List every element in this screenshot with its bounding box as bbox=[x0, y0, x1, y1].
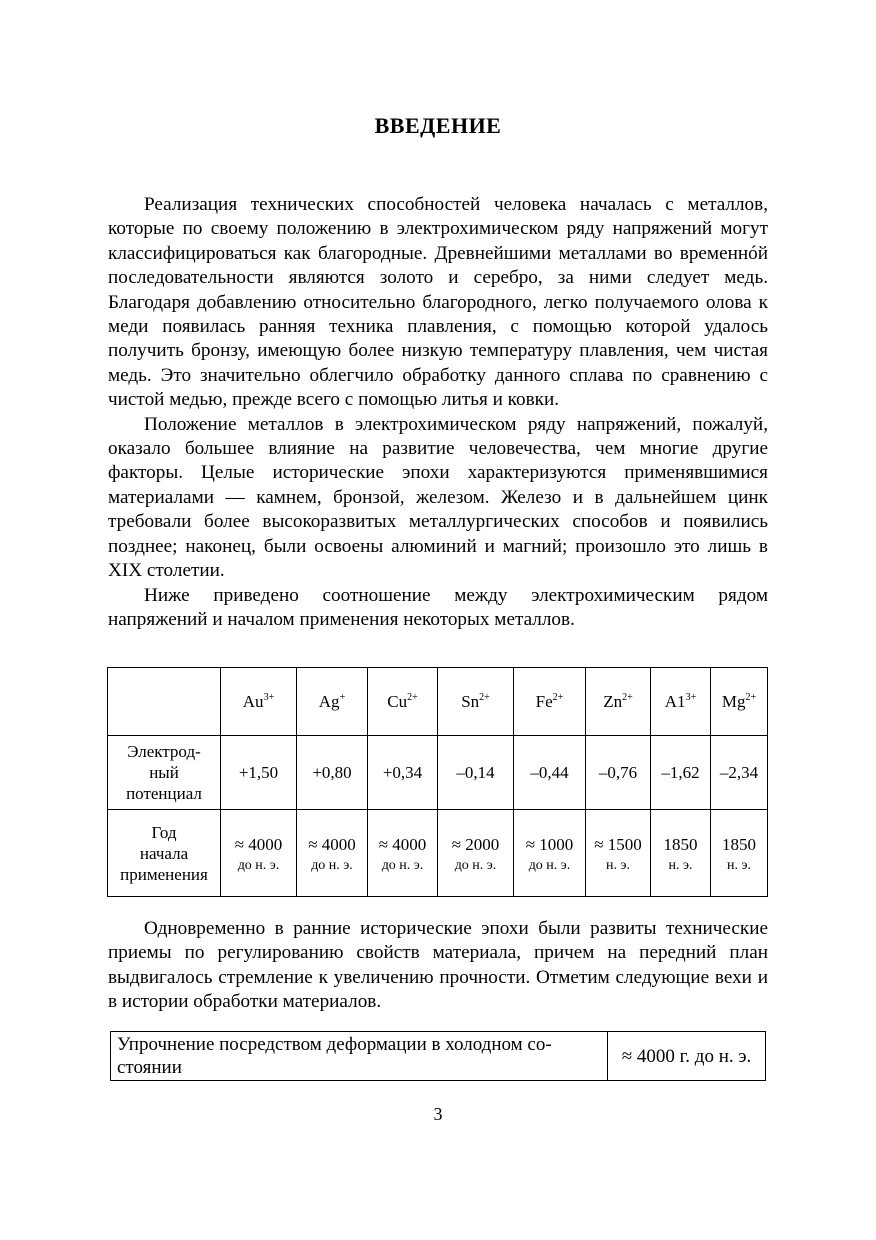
year-era: до н. э. bbox=[528, 858, 571, 873]
hardening-date: ≈ 4000 г. до н. э. bbox=[608, 1032, 766, 1081]
potential-cell: +1,50 bbox=[221, 736, 297, 810]
metal-symbol: Zn bbox=[603, 691, 623, 711]
milestones-text bbox=[108, 917, 768, 1015]
year-era: н. э. bbox=[726, 858, 751, 873]
year-era: до н. э. bbox=[311, 858, 353, 873]
row-header-line: начала bbox=[139, 843, 189, 863]
year-row-header bbox=[108, 810, 221, 897]
year-cell bbox=[514, 810, 586, 897]
potential-cell: –1,62 bbox=[651, 736, 711, 810]
year-value: ≈ 4000 bbox=[378, 835, 427, 854]
description-line: стоянии bbox=[117, 1057, 182, 1078]
metal-charge: 2+ bbox=[745, 691, 757, 703]
metal-symbol: Mg bbox=[721, 691, 746, 711]
metal-charge: 2+ bbox=[407, 691, 418, 703]
potential-row-header bbox=[108, 736, 221, 810]
year-cell bbox=[368, 810, 438, 897]
year-cell bbox=[586, 810, 651, 897]
potential-cell: +0,80 bbox=[297, 736, 368, 810]
year-value: 1850 bbox=[722, 835, 756, 854]
metal-symbol: Ag bbox=[318, 691, 340, 711]
year-era: до н. э. bbox=[381, 858, 424, 873]
year-cell bbox=[438, 810, 514, 897]
metal-charge: 3+ bbox=[263, 691, 275, 703]
metals-table bbox=[107, 667, 768, 897]
metal-symbol: Sn bbox=[461, 691, 480, 711]
metal-charge: 2+ bbox=[622, 691, 633, 703]
metal-charge: 2+ bbox=[479, 691, 490, 703]
metal-symbol-cell bbox=[711, 668, 768, 736]
metal-symbol-cell bbox=[221, 668, 297, 736]
potential-cell: –0,44 bbox=[514, 736, 586, 810]
year-cell bbox=[297, 810, 368, 897]
hardening-table bbox=[110, 1031, 766, 1081]
page-number: 3 bbox=[433, 1104, 443, 1124]
year-era: н. э. bbox=[605, 858, 630, 873]
year-value: ≈ 4000 bbox=[308, 835, 356, 854]
potential-row bbox=[108, 736, 768, 810]
metal-symbol-cell bbox=[514, 668, 586, 736]
description-line: Упрочнение посредством деформации в холодном со- bbox=[117, 1034, 552, 1055]
year-value: 1850 bbox=[663, 835, 698, 854]
paragraph: Положение металлов в электрохимическом ряду напряжений, пожалуй, оказало большее влияние на развитие человечества, чем многие другие факторы. Целые исторические эпохи характеризуются применявшимися материалами — камнем, бронзой, железом. Железо и в дальнейшем цинк требовали более высокоразвитых металлургических способов и появились позднее; наконец, были освоены алюминий и магний; произошло это лишь в XIX столетии. bbox=[108, 413, 768, 582]
metal-symbol: A1 bbox=[664, 691, 686, 711]
metal-charge: 2+ bbox=[552, 691, 564, 703]
year-era: н. э. bbox=[668, 858, 693, 873]
metal-symbol-cell bbox=[438, 668, 514, 736]
year-value: ≈ 1000 bbox=[525, 835, 574, 854]
metal-charge: + bbox=[339, 691, 346, 703]
hardening-row bbox=[111, 1032, 766, 1081]
year-row bbox=[108, 810, 768, 897]
metal-symbol-cell bbox=[651, 668, 711, 736]
year-value: ≈ 2000 bbox=[451, 835, 500, 854]
year-era: до н. э. bbox=[454, 858, 497, 873]
metal-symbol-cell bbox=[297, 668, 368, 736]
metal-symbol-cell bbox=[368, 668, 438, 736]
row-header-line: потенциал bbox=[126, 784, 202, 803]
row-header-line: Электрод- bbox=[127, 742, 201, 761]
row-header-line: Год bbox=[151, 822, 177, 842]
potential-cell: –2,34 bbox=[711, 736, 768, 810]
page-title: ВВЕДЕНИЕ bbox=[374, 113, 502, 138]
year-value: ≈ 1500 bbox=[594, 835, 642, 854]
row-header-line: ный bbox=[149, 763, 179, 782]
paragraph: Реализация технических способностей человека началась с металлов, которые по своему положению в электрохимическом ряду напряжений могут классифицироваться как благородные. Древнейшими металлами во временнóй последовательности являются золото и серебро, за ними следует медь. Благодаря добавлению относительно благородного, легко получаемого олова к меди появилась ранняя техника плавления, с помощью которой удалось получить бронзу, имеющую более низкую температуру плавления, чем чистая медь. Это значительно облегчило обработку данного сплава по сравнению с чистой медью, прежде всего с помощью литья и ковки. bbox=[108, 194, 768, 411]
hardening-description bbox=[111, 1032, 608, 1081]
year-value: ≈ 4000 bbox=[234, 835, 283, 854]
year-cell bbox=[221, 810, 297, 897]
metal-symbol-cell bbox=[586, 668, 651, 736]
year-cell bbox=[651, 810, 711, 897]
potential-cell: –0,76 bbox=[586, 736, 651, 810]
metal-symbol-row bbox=[108, 668, 768, 736]
empty-corner-cell bbox=[108, 668, 221, 736]
potential-cell: –0,14 bbox=[438, 736, 514, 810]
metal-symbol: Fe bbox=[535, 691, 553, 711]
paragraph: Ниже приведено соотношение между электрохимическим рядом напряжений и началом применения некоторых металлов. bbox=[108, 584, 768, 630]
potential-cell: +0,34 bbox=[368, 736, 438, 810]
metal-symbol: Cu bbox=[387, 691, 408, 711]
year-era: до н. э. bbox=[237, 858, 280, 873]
row-header-line: применения bbox=[120, 864, 208, 884]
paragraph: Одновременно в ранние исторические эпохи были развиты технические приемы по регулированию свойств материала, причем на передний план выдвигалось стремление к увеличению прочности. Отметим следующие вехи и в истории обработки материалов. bbox=[108, 918, 768, 1013]
intro-text bbox=[108, 193, 768, 632]
metal-charge: 3+ bbox=[685, 691, 697, 703]
metal-symbol: Au bbox=[242, 691, 264, 711]
year-cell bbox=[711, 810, 768, 897]
